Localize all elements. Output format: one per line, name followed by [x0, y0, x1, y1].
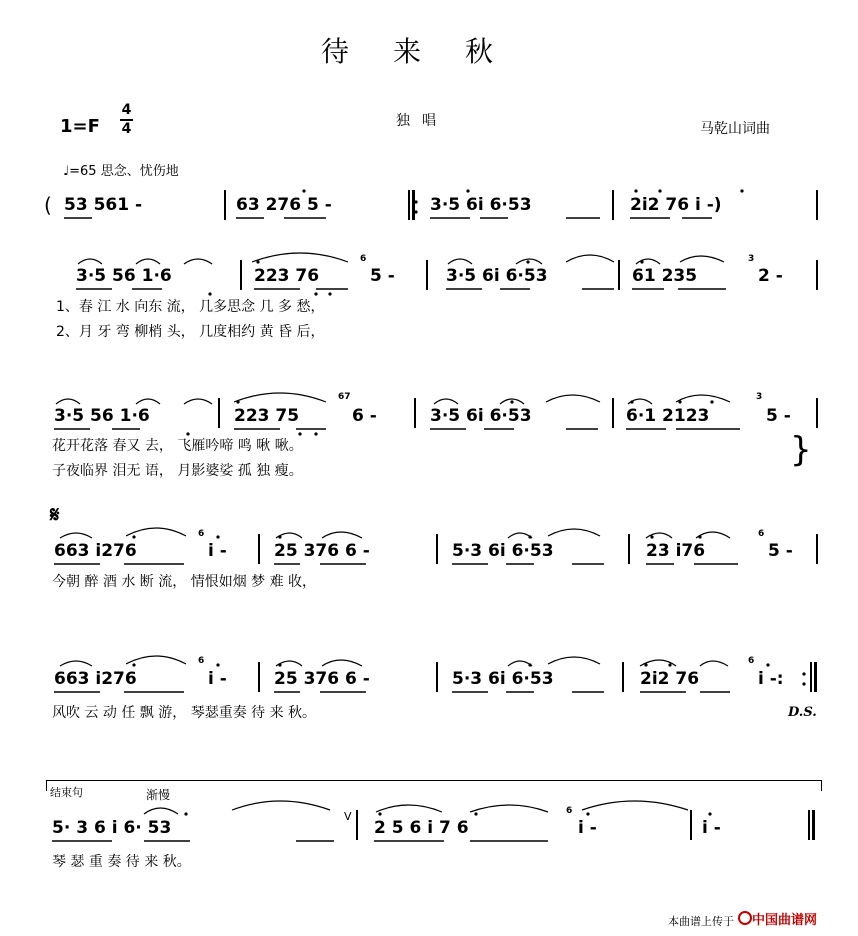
line4-measure-1-tail: i -	[208, 669, 227, 689]
coda-tail-a: i -	[578, 818, 597, 838]
coda-grace: 6	[566, 806, 573, 816]
line1-measure-3: 3·5 6i 6·53	[446, 266, 548, 286]
line2-grace-2: 3	[756, 392, 763, 402]
line1-measure-2: 223 76	[254, 266, 320, 286]
line4-measure-4: 2i2 76	[640, 669, 700, 689]
intro-measure-2: 63 276 5 -	[236, 195, 332, 215]
score-title: 待来秋	[320, 35, 537, 68]
time-signature-top: 4	[121, 102, 132, 118]
line4-grace-1: 6	[198, 656, 205, 666]
line2-measure-3: 3·5 6i 6·53	[430, 406, 532, 426]
line2-measure-1: 3·5 56 1·6	[54, 406, 150, 426]
dal-segno-mark: D.S.	[788, 705, 817, 720]
line3-grace-2: 6	[758, 529, 765, 539]
line4-measure-1: 663 i276	[54, 669, 137, 689]
line3-measure-4: 23 i76	[646, 541, 706, 561]
line1-grace-1: 6	[360, 254, 367, 264]
intro-measure-4: 2i2 76 i -)	[630, 195, 722, 215]
segno-sign: 𝄋	[50, 503, 60, 528]
intro-paren: (	[44, 193, 52, 217]
line4-measure-3: 5·3 6i 6·53	[452, 669, 554, 689]
line2-measure-2-tail: 6 -	[352, 406, 377, 426]
upload-note: 本曲谱上传于	[668, 915, 734, 928]
coda-notes-b: 2 5 6 i 7 6	[374, 818, 469, 838]
line3-measure-1-tail: i -	[208, 541, 227, 561]
line2-lyric-verse-1: 花开花落 春又 去， 飞雁吟啼 鸣 啾 啾。	[52, 438, 303, 454]
line3-measure-4-tail: 5 -	[768, 541, 793, 561]
line3-lyric: 今朝 醉 酒 水 断 流， 情恨如烟 梦 难 收，	[52, 574, 317, 590]
line1-measure-1: 3·5 56 1·6	[76, 266, 172, 286]
coda-tail-b: i -	[702, 818, 721, 838]
coda-caption: 结束句	[50, 786, 83, 799]
line3-measure-1: 663 i276	[54, 541, 137, 561]
site-logo: 中国曲谱网	[752, 913, 818, 928]
line4-measure-4-tail: i -:	[758, 669, 784, 689]
line2-lyric-verse-2: 子夜临界 泪无 语， 月影婆娑 孤 独 瘦。	[52, 463, 303, 479]
verse-brace: }	[790, 430, 812, 470]
intro-measure-3: 3·5 6i 6·53	[430, 195, 532, 215]
line3-measure-3: 5·3 6i 6·53	[452, 541, 554, 561]
performance-type: 独唱	[396, 113, 448, 129]
key-signature: 1=F	[60, 116, 100, 137]
author-credit: 马乾山词曲	[700, 121, 770, 137]
coda-lyric: 琴 瑟 重 奏 待 来 秋。	[52, 854, 191, 870]
line1-measure-2-tail: 5 -	[370, 266, 395, 286]
line2-measure-2: 223 75	[234, 406, 300, 426]
time-signature-bottom: 4	[121, 121, 132, 137]
line1-lyric-verse-2: 2、月 牙 弯 柳梢 头， 几度相约 黄 昏 后，	[56, 324, 325, 340]
line2-grace-1: 67	[338, 392, 351, 402]
line4-lyric: 风吹 云 动 任 飘 游， 琴瑟重奏 待 来 秋。	[52, 705, 317, 721]
line3-grace-1: 6	[198, 529, 205, 539]
coda-notes-a: 5· 3 6 i 6· 53	[52, 818, 172, 838]
line1-grace-2: 3	[748, 254, 755, 264]
line4-measure-2: 25 376 6 -	[274, 669, 370, 689]
line3-measure-2: 25 376 6 -	[274, 541, 370, 561]
tempo-marking: ♩=65 思念、忧伤地	[63, 164, 179, 179]
line4-grace-2: 6	[748, 656, 755, 666]
line1-lyric-verse-1: 1、春 江 水 向东 流， 几多思念 几 多 愁，	[56, 299, 325, 315]
ritardando-mark: 渐慢	[146, 788, 171, 802]
line1-measure-4: 61 235	[632, 266, 698, 286]
line2-measure-4: 6·1 2123	[626, 406, 710, 426]
line1-measure-4-tail: 2 -	[758, 266, 783, 286]
breath-mark: V	[344, 810, 352, 823]
intro-measure-1: 53 561 -	[64, 195, 143, 215]
line2-measure-4-tail: 5 -	[766, 406, 791, 426]
